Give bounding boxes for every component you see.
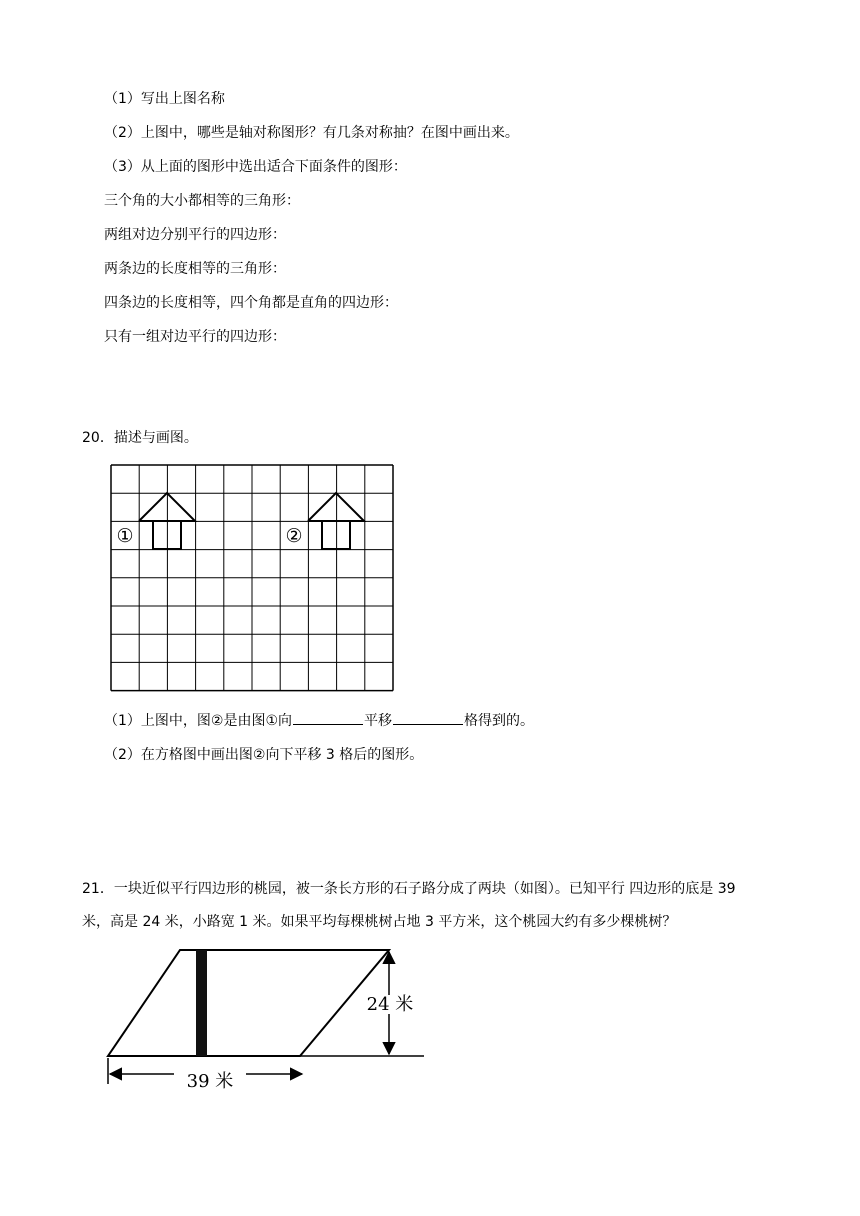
q19-condition-5: 只有一组对边平行的四边形： xyxy=(104,329,286,345)
q19-sub3: （3）从上面的图形中选出适合下面条件的图形： xyxy=(104,159,407,175)
q21-text-1: 一块近似平行四边形的桃园，被一条长方形的石子路分成了两块（如图）。已知平行 四边形的底是 39 xyxy=(113,881,736,897)
parallelogram xyxy=(108,950,389,1056)
q21-number: 21． xyxy=(82,881,114,897)
q20-sub1-suffix: 格得到的。 xyxy=(464,713,535,729)
q19-sub1: （1）写出上图名称 xyxy=(104,91,225,107)
base-label: 39 米 xyxy=(186,1071,234,1092)
q19-condition-4: 四条边的长度相等，四个角都是直角的四边形： xyxy=(104,295,398,311)
q20-sub2: （2）在方格图中画出图②向下平移 3 格后的图形。 xyxy=(104,747,424,763)
q19-sub2: （2）上图中，哪些是轴对称图形？有几条对称抽？在图中画出来。 xyxy=(104,125,519,141)
q19-condition-2: 两组对边分别平行的四边形： xyxy=(104,227,286,243)
q19-condition-1: 三个角的大小都相等的三角形： xyxy=(104,193,300,209)
q20-sub1-mid: 平移 xyxy=(364,713,393,729)
q21-line2: 米，高是 24 米，小路宽 1 米。如果平均每棵桃树占地 3 平方米，这个桃园大约有多少棵桃树？ xyxy=(82,914,677,930)
q20-number: 20． xyxy=(82,430,114,446)
figure-1-label: ① xyxy=(116,525,134,547)
figure-2-label: ② xyxy=(285,525,303,547)
q20-title: 描述与画图。 xyxy=(113,430,198,446)
q19-condition-3: 两条边的长度相等的三角形： xyxy=(104,261,286,277)
height-label: 24 米 xyxy=(366,994,414,1015)
stone-path xyxy=(196,950,207,1056)
q20-sub1-prefix: （1）上图中，图②是由图①向 xyxy=(104,713,293,729)
